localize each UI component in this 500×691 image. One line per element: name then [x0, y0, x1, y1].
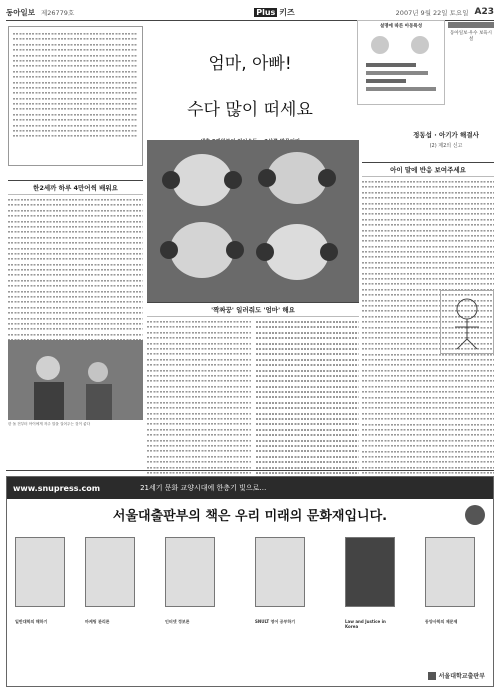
book-title: 인터넷 정보론: [165, 619, 190, 624]
book-cover: [255, 537, 305, 607]
right-column-heading: 아이 말에 반응 보여주세요: [362, 162, 494, 177]
ad-url: www.snupress.com: [13, 483, 101, 493]
issue-number: 제26779호: [40, 8, 75, 17]
university-emblem-icon: [465, 505, 485, 525]
page-header: [6, 4, 494, 20]
text-column: [256, 319, 360, 475]
text-column: [147, 319, 251, 475]
logo-label: 동아일보·우수 보육시설: [450, 31, 492, 42]
baby-photo-icon: [411, 36, 429, 54]
side-chart-graphic: [360, 29, 442, 99]
book-cover: [165, 537, 215, 607]
publication-date: 2007년 9월 22일 토요일: [395, 8, 469, 17]
ad-banner: [7, 477, 493, 499]
book-title: 일반대학의 해하기: [15, 619, 48, 624]
section-title: [254, 7, 295, 18]
side-chart-title: 설명에 따른 아동특성: [379, 24, 423, 29]
family-photo-illustration: [8, 340, 143, 420]
headline-line-2: 수다 많이 떠세요: [187, 100, 313, 120]
page-number: A23: [474, 7, 494, 17]
middle-column-body: [147, 319, 359, 475]
book-title: SNULT 영어 공부하기: [255, 619, 296, 624]
ad-separator-rule: [6, 470, 494, 471]
baby-photo-icon: [371, 36, 389, 54]
publisher-logo-icon: [428, 672, 436, 680]
bar-mark: [366, 63, 416, 67]
publisher-logo: [428, 671, 485, 681]
book-cover: [345, 537, 395, 607]
bar-mark: [366, 79, 406, 83]
ad-slogan: 21세기 문화 교양시대에 한층기 빛으로…: [140, 484, 267, 492]
headline-panel: [150, 30, 350, 158]
cartoon-figure-icon: [441, 291, 493, 353]
author-subtitle: (2) 제2의 신고: [429, 143, 463, 149]
book-title: Law and Justice in Korea: [345, 619, 386, 629]
bar-mark: [366, 71, 428, 75]
book-advertisement: [6, 476, 494, 687]
left-column-heading: 한2세까 하루 4만어씩 배워요: [8, 180, 143, 195]
book-title: 마케팅 관리론: [85, 619, 110, 624]
cartoon-illustration: [440, 290, 494, 354]
text-line: [13, 133, 138, 138]
book-covers: [15, 537, 487, 617]
masthead: 동아일보: [6, 7, 35, 17]
book-title: 동양사학의 제문제: [425, 619, 458, 624]
ad-headline: 서울대출판부의 책은 우리 미래의 문화재입니다.: [112, 509, 388, 524]
headline-line-1: 엄마, 아빠!: [208, 54, 292, 74]
book-titles: [15, 619, 487, 629]
left-column: [8, 180, 143, 348]
side-chart: [357, 20, 445, 105]
family-photo: [8, 340, 143, 420]
babies-photo-illustration: [147, 140, 359, 302]
middle-column-heading: '짝짜꿍' 일러줘도 '엄마' 해요: [147, 302, 359, 317]
logo-bar: [448, 22, 494, 28]
book-cover: [85, 537, 135, 607]
left-column-body: [8, 197, 143, 348]
publisher-name: 서울대학교출판부: [438, 672, 485, 680]
lead-box: [8, 26, 143, 166]
book-cover: [15, 537, 65, 607]
book-cover: [425, 537, 475, 607]
photo-caption: 한 돌 전부터 아이에게 자주 말을 걸어주는 것이 좋다: [8, 422, 91, 426]
logo-box: [448, 22, 494, 52]
author-name: 정동섭 · 아기가 해결사: [413, 131, 479, 139]
section-name: 키즈: [279, 7, 295, 17]
author-box: [398, 130, 494, 149]
bar-mark: [366, 87, 436, 91]
main-photo: [147, 140, 359, 302]
section-prefix: Plus: [256, 7, 276, 17]
middle-column: [147, 302, 359, 475]
